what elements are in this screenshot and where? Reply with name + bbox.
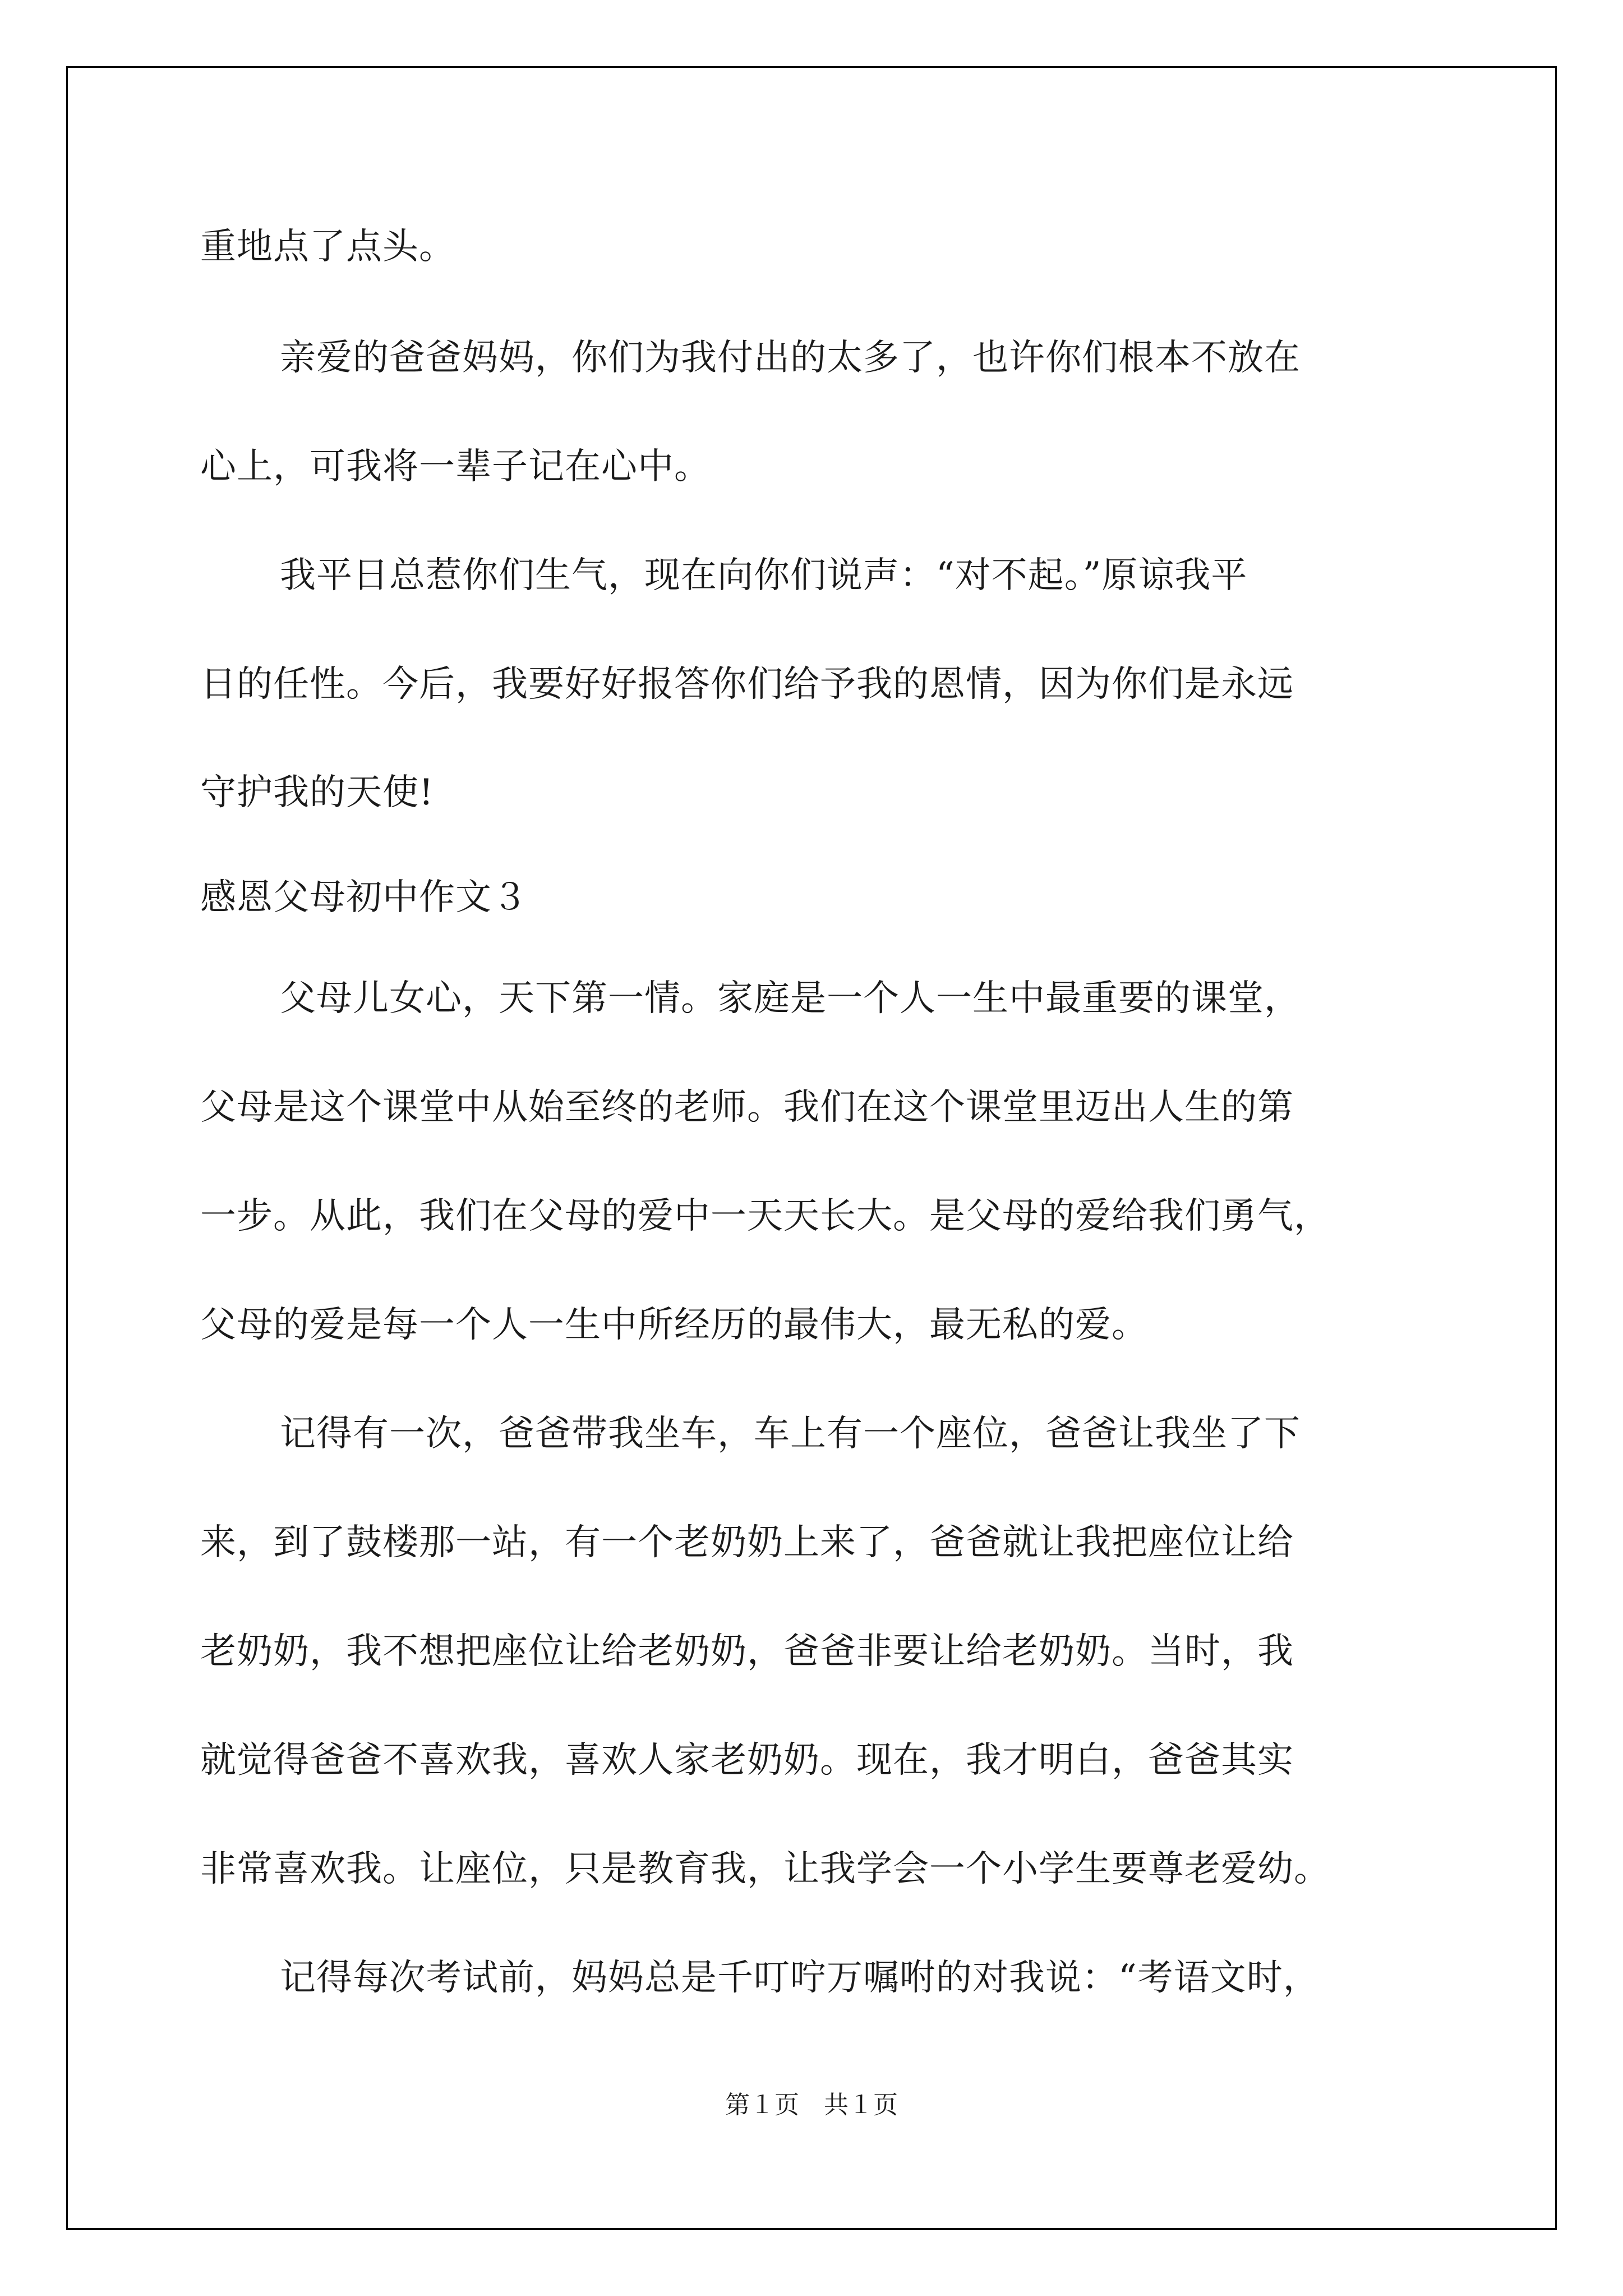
text-line: 一步。从此，我们在父母的爱中一天天长大。是父母的爱给我们勇气， [200, 1195, 1330, 1237]
page-number: 第１页 共１页 [725, 2091, 898, 2119]
paragraph-first-line: 记得每次考试前，妈妈总是千叮咛万嘱咐的对我说：“考语文时， [280, 1957, 1320, 1999]
text-line: 重地点了点头。 [200, 226, 455, 268]
text-line: 就觉得爸爸不喜欢我，喜欢人家老奶奶。现在，我才明白，爸爸其实 [200, 1740, 1294, 1781]
page-border [66, 66, 1557, 2230]
text-line: 守护我的天使! [200, 772, 434, 813]
text-line: 日的任性。今后，我要好好报答你们给予我的恩情，因为你们是永远 [200, 664, 1294, 705]
paragraph-first-line: 我平日总惹你们生气，现在向你们说声：“对不起。”原谅我平 [280, 555, 1248, 596]
text-line: 非常喜欢我。让座位，只是教育我，让我学会一个小学生要尊老爱幼。 [200, 1848, 1330, 1890]
text-line: 心上，可我将一辈子记在心中。 [200, 446, 711, 487]
paragraph-first-line: 记得有一次，爸爸带我坐车，车上有一个座位，爸爸让我坐了下 [280, 1413, 1301, 1455]
paragraph-first-line: 亲爱的爸爸妈妈，你们为我付出的太多了，也许你们根本不放在 [280, 337, 1301, 379]
text-line: 老奶奶，我不想把座位让给老奶奶，爸爸非要让给老奶奶。当时，我 [200, 1631, 1294, 1672]
text-line: 来，到了鼓楼那一站，有一个老奶奶上来了，爸爸就让我把座位让给 [200, 1522, 1294, 1563]
paragraph-first-line: 父母儿女心，天下第一情。家庭是一个人一生中最重要的课堂， [280, 978, 1301, 1019]
text-line: 父母是这个课堂中从始至终的老师。我们在这个课堂里迈出人生的第 [200, 1087, 1294, 1128]
section-heading: 感恩父母初中作文３ [200, 877, 528, 918]
text-line: 父母的爱是每一个人一生中所经历的最伟大，最无私的爱。 [200, 1304, 1148, 1346]
